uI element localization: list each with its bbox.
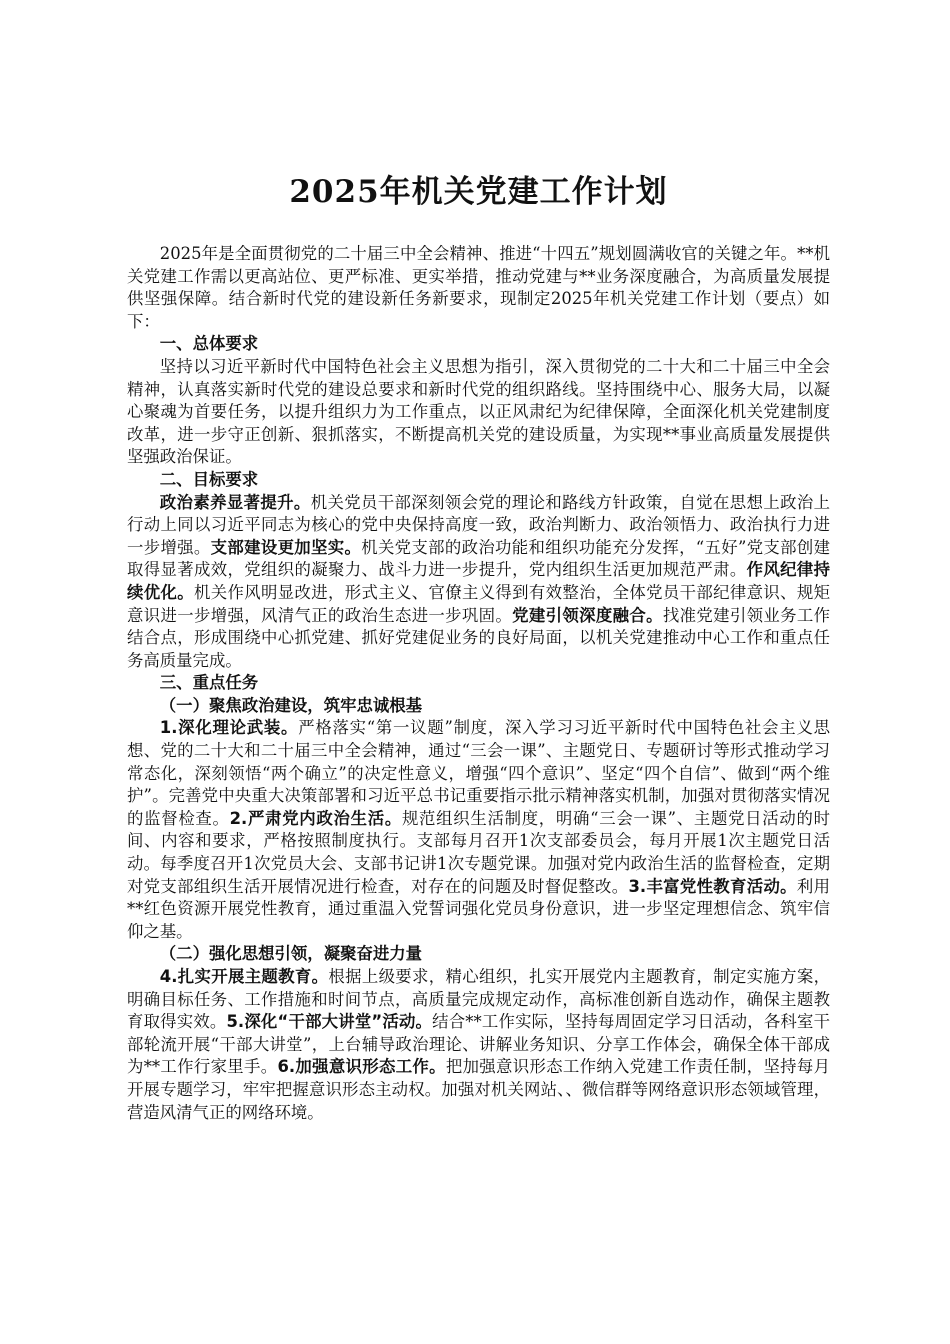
task-6-text: 把加强意识形态工作纳入党建工作责任制，坚持每月开展专题学习，牢牢把握意识形态主动权。加强对机关网站、、微信群等网络意识形态领域管理，营造风清气正的网络环境。 — [127, 1057, 831, 1122]
intro-paragraph: 2025年是全面贯彻党的二十届三中全会精神、推进“十四五”规划圆满收官的关键之年。**机关党建工作需以更高站位、更严标准、更实举措，推动党建与**业务深度融合，为高质量发展提供坚强保障。结合新时代党的建设新任务新要求，现制定2025年机关党建工作计划（要点）如下： — [127, 244, 830, 331]
goal-2-text: 机关党支部的政治功能和组织功能充分发挥，“五好”党支部创建取得显著成效，党组织的凝聚力、战斗力进一步提升，党内组织生活更加规范严肃。 — [127, 537, 831, 580]
task-1-lead: 1.深化理论武装。 — [159, 718, 299, 738]
page-title: 2025年机关党建工作计划 — [289, 174, 668, 210]
goal-3-lead: 作风纪律持续优化。 — [127, 560, 831, 602]
task-2-text: 规范组织生活制度，明确“三会一课”、主题党日活动的时间、内容和要求，严格按照制度执行。支部每月召开1次支部委员会，每月开展1次主题党日活动。每季度召开1次党员大会、支部书记讲1次专题党课。加强对党内政治生活的监督检查，定期对党支部组织生活开展情况进行检查，对存在的问题及时督促整改。 — [127, 808, 830, 896]
document-body — [127, 243, 830, 1124]
task-3-text: 利用**红色资源开展党性教育，通过重温入党誓词强化党员身份意识，进一步坚定理想信念、筑牢信仰之基。 — [127, 876, 830, 941]
section-heading-goals: 二、目标要求 — [159, 469, 259, 489]
subsection-heading-ideology: （二）强化思想引领，凝聚奋进力量 — [159, 944, 423, 964]
goal-3-text: 机关作风明显改进，形式主义、官僚主义得到有效整治，全体党员干部纪律意识、规矩意识进一步增强，风清气正的政治生态进一步巩固。 — [127, 582, 831, 625]
task-6-lead: 6.加强意识形态工作。 — [277, 1057, 446, 1077]
task-4-text: 根据上级要求，精心组织，扎实开展党内主题教育，制定实施方案，明确目标任务、工作措施和时间节点，高质量完成规定动作，高标准创新自选动作，确保主题教育取得实效。 — [127, 967, 831, 1032]
section-paragraph-goals — [127, 492, 830, 673]
task-4-lead: 4.扎实开展主题教育。 — [159, 967, 329, 986]
task-2-lead: 2.严肃党内政治生活。 — [229, 808, 402, 828]
section-paragraph-overall: 坚持以习近平新时代中国特色社会主义思想为指引，深入贯彻党的二十大和二十届三中全会精神，认真落实新时代党的建设总要求和新时代党的组织路线。坚持围绕中心、服务大局，以凝心聚魂为首要任务，以提升组织力为工作重点，以正风肃纪为纪律保障，全面深化机关党建制度改革，进一步守正创新、狠抓落实，不断提高机关党的建设质量，为实现**事业高质量发展提供坚强政治保证。 — [127, 356, 830, 467]
subsection-heading-political: （一）聚焦政治建设，筑牢忠诚根基 — [159, 695, 423, 715]
section-heading-overall: 一、总体要求 — [159, 334, 259, 354]
goal-4-lead: 党建引领深度融合。 — [512, 605, 663, 625]
task-5-text: 结合**工作实际，坚持每周固定学习日活动，各科室干部轮流开展“干部大讲堂”，上台辅导政治理论、讲解业务知识、分享工作体会，确保全体干部成为**工作行家里手。 — [127, 1012, 830, 1077]
subsection-paragraph-ideology — [127, 966, 830, 1124]
task-3-lead: 3.丰富党性教育活动。 — [628, 876, 797, 896]
goal-4-text: 找准党建引领业务工作结合点，形成围绕中心抓党建、抓好党建促业务的良好局面，以机关党建推动中心工作和重点任务高质量完成。 — [127, 605, 830, 670]
goal-1-text: 机关党员干部深刻领会党的理论和路线方针政策，自觉在思想上政治上行动上同以习近平同志为核心的党中央保持高度一致，政治判断力、政治领悟力、政治执行力进一步增强。 — [127, 492, 831, 557]
subsection-paragraph-political — [127, 717, 830, 943]
task-5-lead: 5.深化“干部大讲堂”活动。 — [226, 1012, 433, 1032]
goal-1-lead: 政治素养显著提升。 — [159, 492, 311, 512]
section-heading-tasks: 三、重点任务 — [159, 673, 259, 693]
goal-2-lead: 支部建设更加坚实。 — [210, 537, 362, 557]
task-1-text: 严格落实“第一议题”制度，深入学习习近平新时代中国特色社会主义思想、党的二十大和二十届三中全会精神，通过“三会一课”、主题党日、专题研讨等形式推动学习常态化，深刻领悟“两个确立”的决定性意义，增强“四个意识”、坚定“四个自信”、做到“两个维护”。完善党中央重大决策部署和习近平总书记重要指示批示精神落实机制，加强对贯彻落实情况的监督检查。 — [127, 718, 830, 828]
